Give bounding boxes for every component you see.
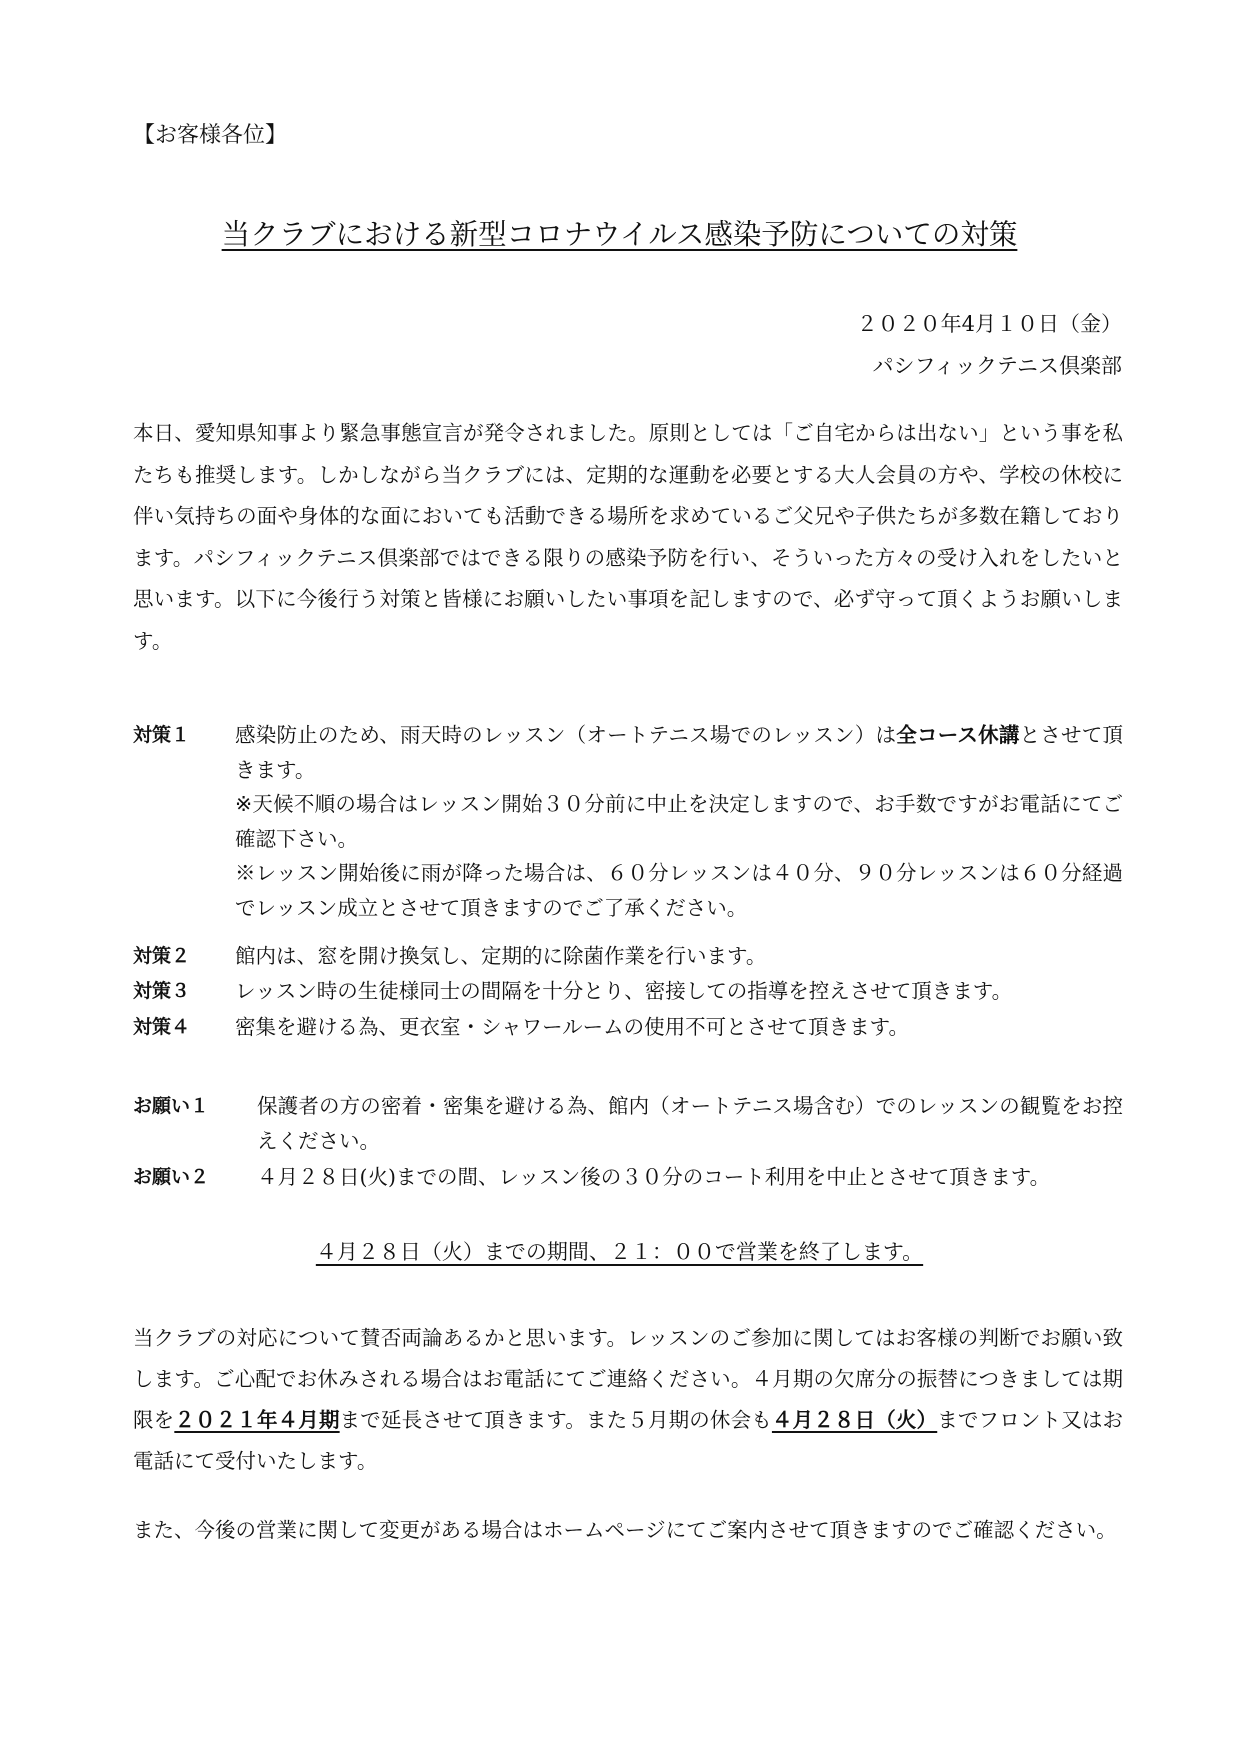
measure-note: ※レッスン開始後に雨が降った場合は、６０分レッスンは４０分、９０分レッスンは６０分経過でレッスン成立とさせて頂きますのでご了承ください。 [235,861,1123,920]
request-text: 保護者の方の密着・密集を避ける為、館内（オートテニス場含む）でのレッスンの観覧をお控えください。 [257,1094,1123,1153]
measure-label: 対策４ [133,1016,191,1038]
request-text: ４月２８日(火)までの間、レッスン後の３０分のコート利用を中止とさせて頂きます。 [257,1165,1051,1189]
measure-label: 対策２ [133,945,191,967]
extension-deadline: ２０２１年４月期 [174,1408,340,1432]
measure-label: 対策３ [133,980,191,1002]
document-title: 当クラブにおける新型コロナウイルス感染予防についての対策 [221,218,1018,251]
measure-note: ※天候不順の場合はレッスン開始３０分前に中止を決定しますので、お手数ですがお電話にてご確認下さい。 [235,792,1123,851]
request-label: お願い１ [133,1095,210,1117]
emphasis-text: 全コース休講 [896,723,1020,747]
hours-notice: ４月２８日（火）までの期間、２１：００で営業を終了します。 [315,1240,924,1264]
closing-paragraph-1: 当クラブの対応について賛否両論あるかと思います。レッスンのご参加に関してはお客様の判断でお願い致します。ご心配でお休みされる場合はお電話にてご連絡ください。４月期の欠席分の振替につきましては期限を２０２１年４月期まで延長させて頂きます。また５月期の休会も４月２８日（火）までフロント又はお電話にて受付いたします。 [133,1326,1124,1473]
intro-paragraph: 本日、愛知県知事より緊急事態宣言が発令されました。原則としては「ご自宅からは出ない」という事を私たちも推奨します。しかしながら当クラブには、定期的な運動を必要とする大人会員の方や、学校の休校に伴い気持ちの面や身体的な面においても活動できる場所を求めているご父兄や子供たちが多数在籍しております。パシフィックテニス倶楽部ではできる限りの感染予防を行い、そういった方々の受け入れをしたいと思います。以下に今後行う対策と皆様にお願いしたい事項を記しますので、必ず守って頂くようお願いします。 [133,421,1123,653]
measure-text: レッスン時の生徒様同士の間隔を十分とり、密接しての指導を控えさせて頂きます。 [235,979,1013,1003]
suspension-deadline: ４月２８日（火） [771,1408,938,1432]
request-label: お願い２ [133,1166,210,1188]
measure-text: 密集を避ける為、更衣室・シャワールームの使用不可とさせて頂きます。 [235,1015,910,1039]
closing-paragraph-2: また、今後の営業に関して変更がある場合はホームページにてご案内させて頂きますのでご確認ください。 [133,1518,1117,1542]
addressee: 【お客様各位】 [133,123,288,148]
measure-text: 感染防止のため、雨天時のレッスン（オートテニス場でのレッスン）は全コース休講とさせて頂きます。 ※天候不順の場合はレッスン開始３０分前に中止を決定しますので、お手数ですがお電話にてご確認下さい。 ※レッスン開始後に雨が降った場合は、６０分レッスンは４０分、９０分レッスンは６０分経過でレッスン成立とさせて頂きますのでご了承ください。 [235,723,1123,920]
measure-label: 対策１ [133,724,191,746]
organization-name: パシフィックテニス倶楽部 [872,354,1122,378]
issue-date: ２０２０年4月１０日（金） [856,312,1122,336]
measure-text: 館内は、窓を開け換気し、定期的に除菌作業を行います。 [235,944,767,968]
measure-1 [133,718,1123,924]
